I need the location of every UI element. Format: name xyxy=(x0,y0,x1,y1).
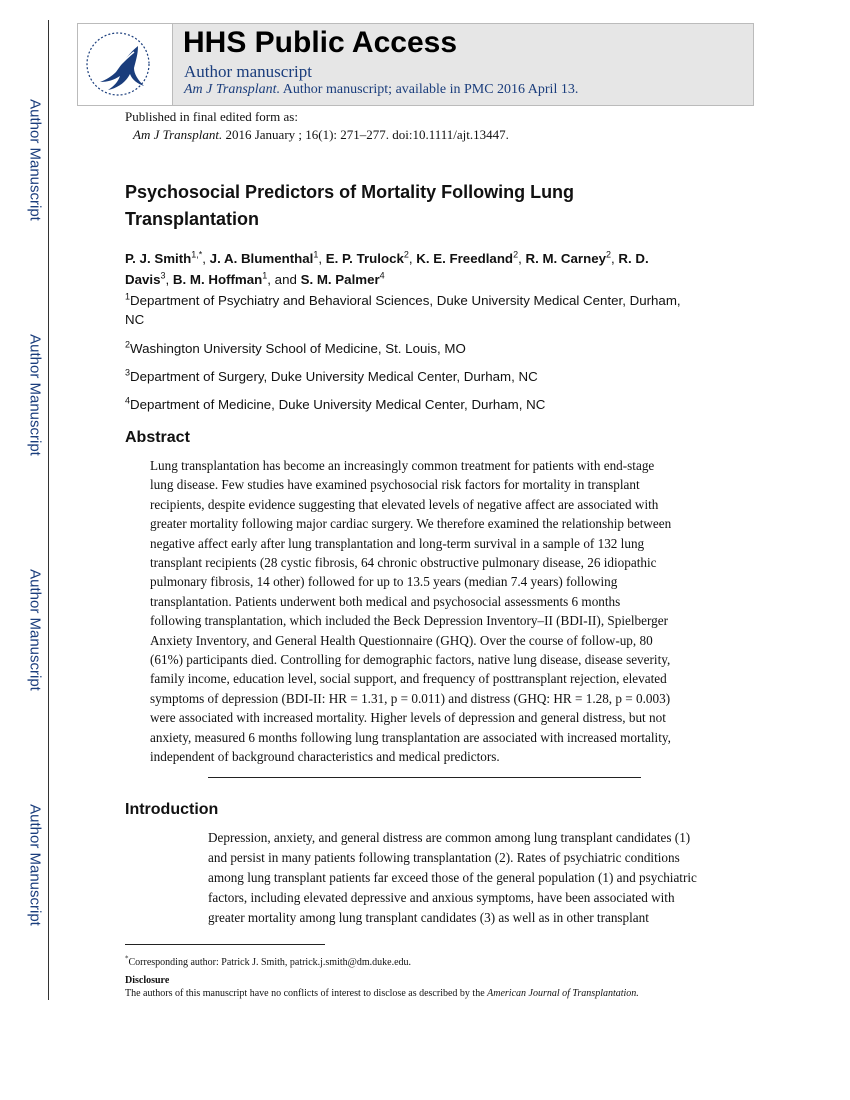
side-label: Author Manuscript xyxy=(26,804,44,926)
introduction-line: among lung transplant patients far exceed those of the general population (1) and psychiatric xyxy=(208,870,697,885)
disclosure-text xyxy=(125,988,639,999)
introduction-line: Depression, anxiety, and general distress are common among lung transplant candidates (1) xyxy=(208,830,691,845)
author-name: B. M. Hoffman xyxy=(172,272,263,287)
author-affiliation-mark: 1,* xyxy=(191,249,203,260)
abstract-line: pulmonary fibrosis, 14 other) followed for up to 13.5 years (median 7.4 years) following xyxy=(150,574,618,590)
affiliation-mark: 3 xyxy=(125,367,131,378)
affiliation xyxy=(125,291,681,329)
affiliation xyxy=(125,395,545,414)
journal-name: American Journal of Transplantation. xyxy=(487,988,639,999)
author-affiliation-mark: 2 xyxy=(513,249,519,260)
manuscript-label: Author manuscript xyxy=(184,62,312,81)
affiliation-mark: 1 xyxy=(125,291,131,302)
citation-text: 2016 January ; 16(1): 271–277. doi:10.1111/ajt.13447. xyxy=(222,127,509,142)
author-name: R. D. Davis xyxy=(125,251,649,287)
affiliation xyxy=(125,339,466,358)
journal-name: Am J Transplant. xyxy=(133,127,223,142)
author-separator: , xyxy=(202,251,210,266)
article-title xyxy=(125,179,574,233)
introduction-heading: Introduction xyxy=(125,801,219,818)
title-line: Psychosocial Predictors of Mortality Following Lung xyxy=(125,182,575,202)
abstract-line: family income, education level, social support, and frequency of posttransplant rejection, elevated xyxy=(150,671,667,687)
availability-text: Author manuscript; available in PMC 2016 April 13. xyxy=(280,82,579,97)
disclosure-body: The authors of this manuscript have no conflicts of interest to disclose as described by the xyxy=(125,988,488,999)
footnote-divider xyxy=(125,944,325,945)
title-line: Transplantation xyxy=(125,209,260,229)
affiliation-mark: 2 xyxy=(125,339,131,350)
author-name: K. E. Freedland xyxy=(416,251,514,266)
abstract-line: anxiety, measured 6 months following lung transplantation are associated with increased mortality, xyxy=(150,729,671,745)
abstract-line: Anxiety Inventory, and General Health Questionnaire (GHQ). Over the course of follow-up, 80 xyxy=(150,632,653,648)
affiliation-line: Department of Psychiatry and Behavioral Sciences, Duke University Medical Center, Durham, xyxy=(130,293,681,308)
author-list xyxy=(125,248,695,290)
abstract-line: (61%) participants died. Controlling for demographic factors, native lung disease, disease severity, xyxy=(150,652,671,667)
abstract-line: independent of background characteristics and medical predictors. xyxy=(150,749,500,764)
margin-rule xyxy=(48,20,49,1000)
author-affiliation-mark: 1 xyxy=(313,249,319,260)
abstract-line: greater mortality following major cardiac surgery. We therefore examined the relationship between xyxy=(150,516,672,532)
abstract-line: transplantation. Patients underwent both medical and psychosocial assessments 6 months xyxy=(150,593,621,609)
author-name: P. J. Smith xyxy=(125,251,192,266)
author-affiliation-mark: 4 xyxy=(379,270,385,281)
footnote-mark: * xyxy=(125,954,129,963)
hhs-header xyxy=(77,23,754,106)
abstract-line: following transplantation, which included the Beck Depression Inventory–II (BDI-II), Spielberger xyxy=(150,613,668,629)
author-separator: , and xyxy=(267,272,301,287)
hhs-eagle-icon xyxy=(78,24,172,105)
side-label: Author Manuscript xyxy=(26,99,44,221)
affiliation-line: Department of Surgery, Duke University Medical Center, Durham, NC xyxy=(130,369,538,384)
author-affiliation-mark: 2 xyxy=(403,249,409,260)
author-affiliation-mark: 2 xyxy=(606,249,612,260)
affiliation xyxy=(125,367,538,386)
author-separator: , xyxy=(408,251,417,266)
introduction-line: factors, including elevated depressive and anxious symptoms, have been associated with xyxy=(208,890,675,905)
abstract-line: negative affect early after lung transplantation and long-term survival in a sample of 132 lung xyxy=(150,535,645,551)
author-name: R. M. Carney xyxy=(525,251,607,266)
published-label: Published in final edited form as: xyxy=(125,109,298,124)
author-separator: , xyxy=(518,251,526,266)
abstract-line: were associated with increased mortality. Higher levels of depression and general distress, but not xyxy=(150,710,666,726)
affiliation-mark: 4 xyxy=(125,395,131,406)
introduction-line: greater mortality among lung transplant candidates (3) as well as in other transplant xyxy=(208,910,649,925)
disclosure-heading: Disclosure xyxy=(125,975,170,986)
hhs-logo xyxy=(78,24,173,105)
abstract-line: Lung transplantation has become an increasingly common treatment for patients with end-stage xyxy=(150,458,655,473)
author-separator: , xyxy=(165,272,173,287)
corresponding-text: Corresponding author: Patrick J. Smith, patrick.j.smith@dm.duke.edu. xyxy=(128,957,412,968)
availability-line xyxy=(184,82,578,98)
side-label: Author Manuscript xyxy=(26,569,44,691)
author-separator: , xyxy=(318,251,326,266)
abstract-line: lung disease. Few studies have examined psychosocial risk factors for mortality in transplant xyxy=(150,477,640,493)
corresponding-footnote xyxy=(125,954,412,968)
affiliation-line: Department of Medicine, Duke University Medical Center, Durham, NC xyxy=(130,397,546,412)
author-separator: , xyxy=(611,251,619,266)
journal-name: Am J Transplant. xyxy=(184,82,281,97)
hhs-title: HHS Public Access xyxy=(183,26,457,59)
abstract-line: transplant recipients (28 cystic fibrosis, 64 chronic obstructive pulmonary disease, 26 idiopathic xyxy=(150,555,657,570)
abstract-line: symptoms of depression (BDI-II: HR = 1.31, p = 0.011) and distress (GHQ: HR = 1.28, p = 0.003) xyxy=(150,690,671,706)
author-name: S. M. Palmer xyxy=(300,272,380,287)
published-citation xyxy=(133,127,509,143)
author-name: E. P. Trulock xyxy=(325,251,404,266)
introduction-line: and persist in many patients following transplantation (2). Rates of psychiatric conditions xyxy=(208,850,680,865)
author-affiliation-mark: 1 xyxy=(262,270,268,281)
affiliation-line: Washington University School of Medicine, St. Louis, MO xyxy=(130,341,466,356)
abstract-heading: Abstract xyxy=(125,429,190,446)
abstract-line: recipients, despite evidence suggesting that elevated levels of negative affect are associated with xyxy=(150,496,659,512)
author-affiliation-mark: 3 xyxy=(160,270,166,281)
affiliation-line: NC xyxy=(125,312,145,327)
author-name: J. A. Blumenthal xyxy=(209,251,314,266)
abstract-divider xyxy=(208,777,641,778)
side-label: Author Manuscript xyxy=(26,334,44,456)
